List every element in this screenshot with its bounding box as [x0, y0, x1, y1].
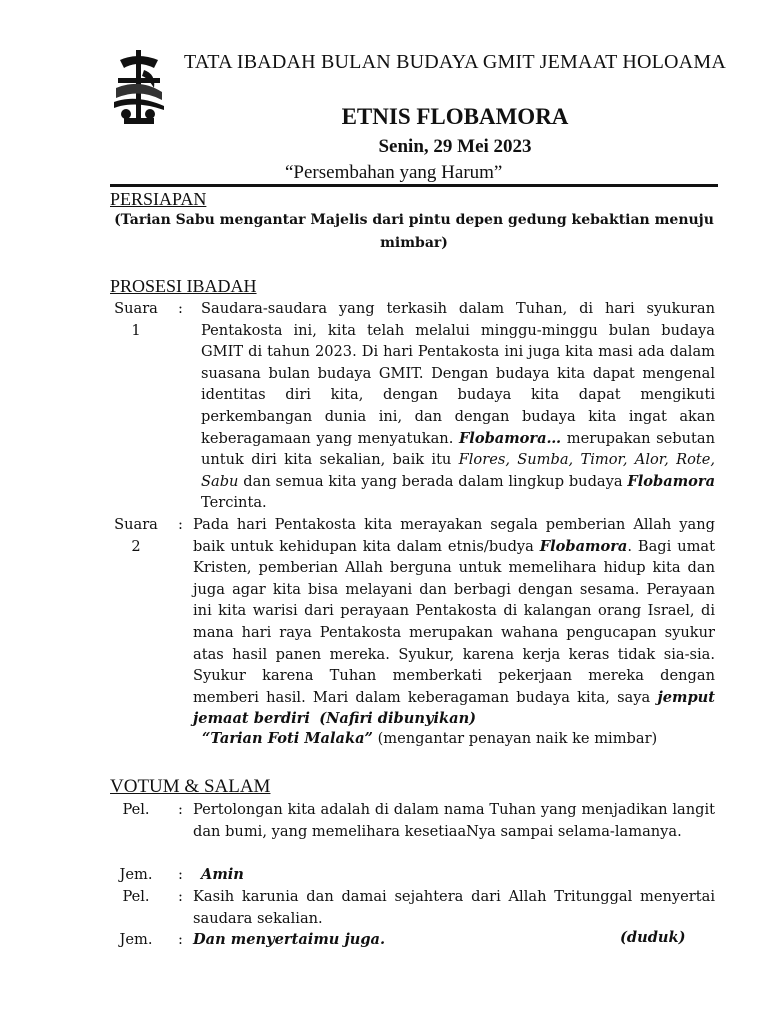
speaker-label: Suara 2	[114, 516, 158, 555]
speaker-label: Pel.	[122, 888, 150, 905]
speaker-label: Pel.	[122, 801, 150, 818]
persiapan-note: (Tarian Sabu mengantar Majelis dari pintu depen gedung kebaktian menuju mimbar)	[114, 212, 714, 251]
section-heading-prosesi: PROSESI IBADAH	[110, 276, 257, 296]
colon: :	[178, 866, 183, 883]
emphasis-text: Flobamora	[627, 472, 716, 490]
dance-instruction: “Tarian Foti Malaka” (mengantar penayan naik ke mimbar)	[202, 730, 658, 747]
colon: :	[178, 888, 183, 905]
document-title: TATA IBADAH BULAN BUDAYA GMIT JEMAAT HOLOAMA	[184, 51, 726, 73]
colon: :	[178, 801, 183, 818]
section-heading-persiapan: PERSIAPAN	[110, 189, 207, 209]
liturgy-text: Saudara-saudara yang terkasih dalam Tuhan, di hari syukuran Pentakosta ini, kita telah melalui minggu-minggu bulan budaya GMIT di tahun 2023. Di hari Pentakosta ini juga kita masi ada dalam suasana bulan budaya GMIT. Dengan budaya kita dapat mengenal identitas diri kita, dengan budaya kita dapat mengikuti perkembangan dunia ini, dan dengan budaya kita ingat akan keberagamaan yang menyatukan. Flobamora… merupakan sebutan untuk diri kita sekalian, baik itu Flores, Sumba, Timor, Alor, Rote, Sabu dan semua kita yang berada dalam lingkup budaya Flobamora Tercinta.	[201, 300, 716, 512]
header-divider	[110, 184, 718, 187]
colon: :	[178, 300, 183, 317]
liturgy-text: Kasih karunia dan damai sejahtera dari Allah Tritunggal menyertai saudara sekalian.	[193, 888, 715, 927]
colon: :	[178, 516, 183, 533]
colon: :	[178, 931, 183, 948]
service-theme: “Persembahan yang Harum”	[285, 162, 503, 183]
section-heading-votum: VOTUM & SALAM	[110, 776, 271, 797]
speaker-label: Jem.	[119, 931, 153, 948]
liturgy-text: Pertolongan kita adalah di dalam nama Tuhan yang menjadikan langit dan bumi, yang memelihara kesetiaaNya sampai selama-lamanya.	[193, 801, 715, 840]
speaker-label: Jem.	[119, 866, 153, 883]
service-date: Senin, 29 Mei 2023	[378, 136, 532, 157]
emphasis-text: Flobamora…	[458, 429, 562, 447]
church-logo	[110, 48, 168, 128]
posture-instruction: (duduk)	[620, 929, 686, 946]
ethnic-title: ETNIS FLOBAMORA	[341, 104, 569, 129]
speaker-label: Suara 1	[114, 300, 158, 339]
places-text: Flores, Sumba, Timor, Alor, Rote, Sabu	[201, 451, 716, 490]
emphasis-text: jemput jemaat berdiri	[193, 688, 716, 728]
instruction-text: (Nafiri dibunyikan)	[319, 710, 477, 728]
liturgy-text: Pada hari Pentakosta kita merayakan segala pemberian Allah yang baik untuk kehidupan kita dalam etnis/budya Flobamora. Bagi umat Kristen, pemberian Allah berguna untuk memelihara hidup kita dan juga agar kita bisa melayani dan berbagi dengan sesama. Perayaan ini kita warisi dari perayaan Pentakosta di kalangan orang Israel, di mana hari raya Pentakosta merupakan wahana pengucapan syukur atas hasil panen mereka. Syukur, karena kerja keras tidak sia-sia. Syukur karena Tuhan memberkati pekerjaan mereka dengan memberi hasil. Mari dalam keberagaman budaya kita, saya jemput jemaat berdiri (Nafiri dibunyikan)	[193, 516, 716, 728]
response-text: Amin	[201, 866, 244, 883]
response-text: Dan menyertaimu juga.	[193, 931, 386, 948]
emphasis-text: Flobamora	[539, 537, 628, 555]
